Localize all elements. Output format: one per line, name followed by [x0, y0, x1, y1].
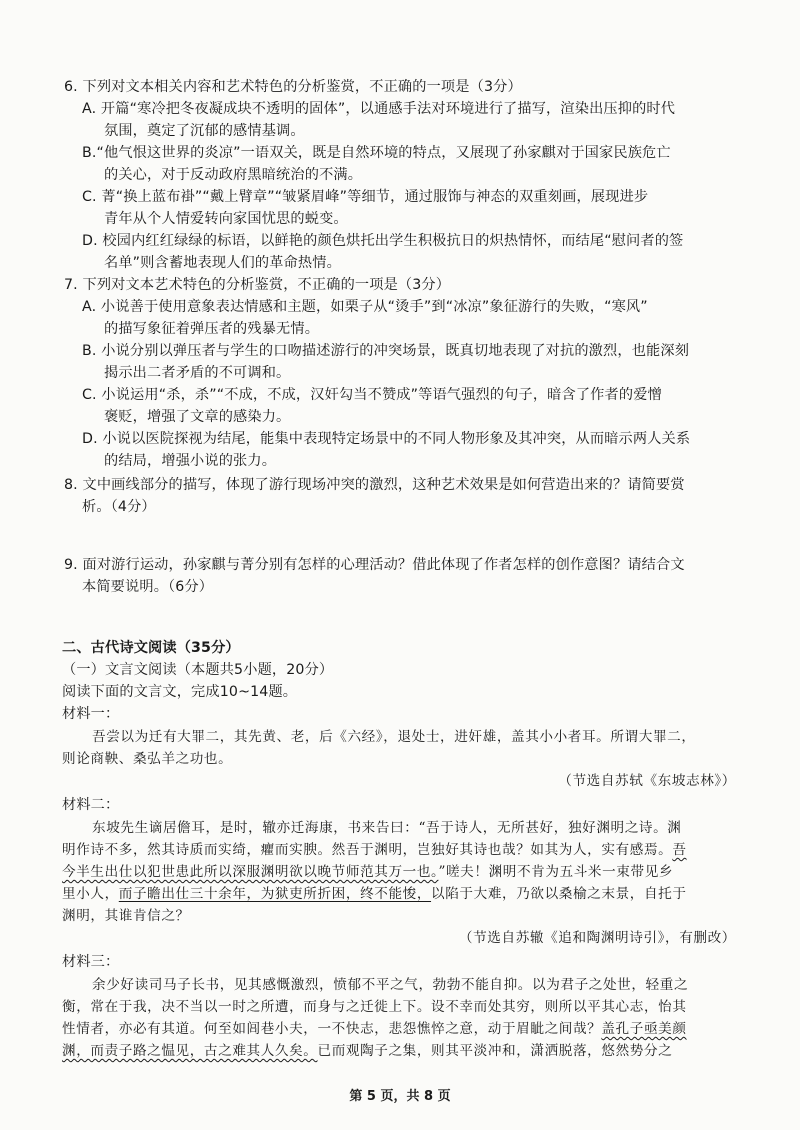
q7-option-a: A. 小说善于使用意象表达情感和主题，如栗子从“烫手”到“冰凉”象征游行的失败，“寒风” [82, 299, 648, 315]
wavy-underline-text: 吾 [672, 842, 687, 858]
q6-option-b-cont: 的关心，对于反动政府黑暗统治的不满。 [104, 167, 363, 183]
material-1-source: （节选自苏轼《东坡志林》） [558, 773, 736, 789]
wavy-underline-text-2: 盖孔子亟美颜 [601, 1021, 687, 1037]
q6-option-a: A. 开篇“寒冷把冬夜凝成块不透明的固体”，以通感手法对环境进行了描写，渲染出压抑的时代 [82, 101, 676, 117]
q6-option-c: C. 菁“换上蓝布褂”“戴上臂章”“皱紧眉峰”等细节，通过服饰与神态的双重刻画，展现进步 [82, 189, 649, 205]
q7-stem: 7. 下列对文本艺术特色的分析鉴赏，不正确的一项是（3分） [64, 277, 451, 293]
material-3-line-3-text: 性情者，亦必有其道。何至如闾巷小夫，一不快志，悲怨憔悴之意，动于眉眦之间哉？ [62, 1021, 602, 1037]
material-3-line-3 [62, 1019, 687, 1039]
material-2-line-3 [62, 862, 673, 882]
q7-option-a-cont: 的描写象征着弹压者的残暴无情。 [104, 321, 320, 337]
q7-option-d-cont: 的结局，增强小说的张力。 [104, 453, 277, 469]
q6-option-b: B.“他气恨这世界的炎凉”一语双关，既是自然环境的特点，又展现了孙家麒对于国家民族危亡 [82, 145, 671, 161]
material-2-line-2 [62, 840, 687, 860]
material-3-line-2: 衡，常在于我，决不当以一时之所遭，而身与之迁徙上下。设不幸而处其穷，则所以平其心志，怡其 [62, 999, 687, 1015]
q6-stem: 6. 下列对文本相关内容和艺术特色的分析鉴赏，不正确的一项是（3分） [64, 79, 522, 95]
wavy-underline-text-cont: 今半生出仕以犯世患此所以深服渊明欲以晚节师范其万一也。 [62, 864, 439, 880]
q6-option-d: D. 校园内红红绿绿的标语，以鲜艳的颜色烘托出学生积极抗日的炽热情怀，而结尾“慰问者的签 [82, 233, 684, 249]
q6-option-c-cont: 青年从个人情爱转向家国忧思的蜕变。 [104, 211, 348, 227]
material-2-line-4 [62, 884, 687, 904]
material-1-line-1: 吾尝以为迁有大罪二，其先黄、老，后《六经》，退处士，进奸雄，盖其小小者耳。所谓大罪二， [92, 729, 696, 745]
q7-option-c-cont: 褒贬，增强了文章的感染力。 [104, 409, 291, 425]
q6-option-a-cont: 氛围，奠定了沉郁的感情基调。 [104, 123, 305, 139]
q9-stem: 9. 面对游行运动，孙家麒与菁分别有怎样的心理活动？借此体现了作者怎样的创作意图？请结合文 [64, 557, 685, 573]
material-2-line-5: 渊明，其谁肯信之？ [62, 908, 190, 924]
material-2-label: 材料二： [62, 797, 120, 813]
q7-option-c: C. 小说运用“杀，杀”“不成，不成，汉奸勾当不赞成”等语气强烈的句子，暗含了作者的爱憎 [82, 387, 662, 403]
reading-instruction: 阅读下面的文言文，完成10~14题。 [62, 684, 298, 700]
underlined-text: 而子瞻出仕三十余年，为狱吏所折困，终不能悛， [118, 886, 432, 902]
q8-stem: 8. 文中画线部分的描写，体现了游行现场冲突的激烈，这种艺术效果是如何营造出来的？请简要赏 [64, 477, 685, 493]
material-2-line-4-lead: 里小人， [62, 886, 119, 902]
material-2-source: （节选自苏辙《追和陶渊明诗引》，有删改） [458, 930, 736, 946]
q7-option-d: D. 小说以医院探视为结尾，能集中表现特定场景中的不同人物形象及其冲突，从而暗示两人关系 [82, 431, 691, 447]
q8-stem-cont: 析。（4分） [82, 499, 156, 515]
wavy-underline-text-2-cont: 渊，而责子路之愠见，古之难其人久矣。 [62, 1043, 318, 1059]
material-3-line-4 [62, 1041, 672, 1061]
material-1-line-2: 则论商鞅、桑弘羊之功也。 [62, 751, 233, 767]
material-2-line-1: 东坡先生谪居儋耳，是时，辙亦迁海康，书来告曰：“吾于诗人，无所甚好，独好渊明之诗。渊 [92, 820, 682, 836]
q7-option-b-cont: 揭示出二者矛盾的不可调和。 [104, 365, 291, 381]
q7-option-b: B. 小说分别以弹压者与学生的口吻描述游行的冲突场景，既真切地表现了对抗的激烈，也能深刻 [82, 343, 690, 359]
subsection-title: （一）文言文阅读（本题共5小题，20分） [62, 662, 334, 678]
q6-option-d-cont: 名单”则含蓄地表现人们的革命热情。 [104, 255, 341, 271]
q9-stem-cont: 本简要说明。（6分） [82, 579, 214, 595]
material-2-line-3-text: ”嗟夫！渊明不肯为五斗米一束带见乡 [438, 864, 674, 880]
page-footer: 第 5 页，共 8 页 [349, 1089, 451, 1104]
material-1-label: 材料一： [62, 706, 120, 722]
material-2-line-2-text: 明作诗不多，然其诗质而实绮，癯而实腴。然吾于渊明，岂独好其诗也哉？如其为人，实有感焉。 [62, 842, 673, 858]
material-3-line-4-text: 已而观陶子之集，则其平淡冲和，潇洒脱落，悠然势分之 [317, 1043, 673, 1059]
section-title: 二、古代诗文阅读（35分） [62, 640, 240, 656]
material-2-line-4-tail: 以陷于大难，乃欲以桑榆之末景，自托于 [431, 886, 687, 902]
material-3-line-1: 余少好读司马子长书，见其感慨激烈，愤郁不平之气，勃勃不能自抑。以为君子之处世，轻重之 [92, 977, 689, 993]
material-3-label: 材料三： [62, 954, 120, 970]
